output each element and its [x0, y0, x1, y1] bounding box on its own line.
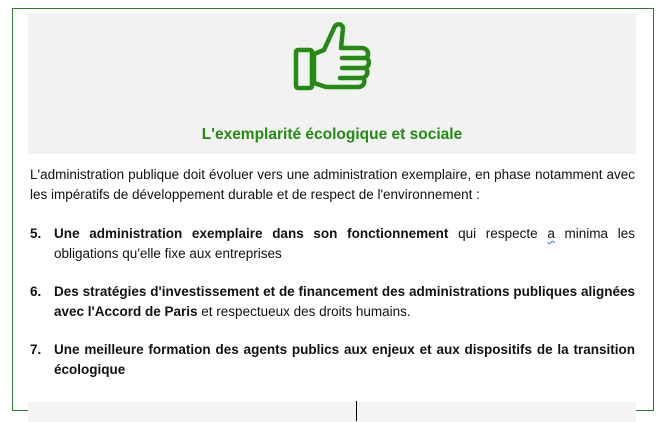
list-item-bold: Des stratégies d'investissement et de financement des administrations publiques alignées avec l'Accord de Paris — [54, 284, 635, 319]
list-item-bold: Une meilleure formation des agents publics aux enjeux et aux dispositifs de la transition écologique — [54, 342, 635, 377]
list-number: 6. — [30, 284, 42, 299]
text-cursor — [356, 401, 357, 421]
list-item-7 — [30, 340, 635, 380]
list-number: 7. — [30, 342, 42, 357]
intro-paragraph: L'administration publique doit évoluer vers une administration exemplaire, en phase notamment avec les impératifs de développement durable et de respect de l'environnement : — [30, 167, 635, 202]
list-item-text-part: minima les obligations qu'elle fixe aux entreprises — [54, 226, 636, 261]
footer-shading — [28, 402, 636, 422]
thumbs-up-icon — [290, 20, 376, 96]
list-item-text — [54, 340, 635, 380]
list-item-text-part: et respectueux des droits humains. — [197, 304, 411, 319]
list-item-text-part: qui respecte — [448, 226, 548, 241]
list-item-text — [54, 224, 635, 264]
spellcheck-flagged-word[interactable]: a — [547, 226, 555, 241]
section-title: L'exemplarité écologique et sociale — [201, 126, 463, 143]
list-item-5 — [30, 224, 635, 264]
list-item-6 — [30, 282, 635, 322]
list-number: 5. — [30, 226, 42, 241]
list-item-text — [54, 282, 635, 322]
list-item-bold: Une administration exemplaire dans son fonctionnement — [54, 226, 449, 241]
